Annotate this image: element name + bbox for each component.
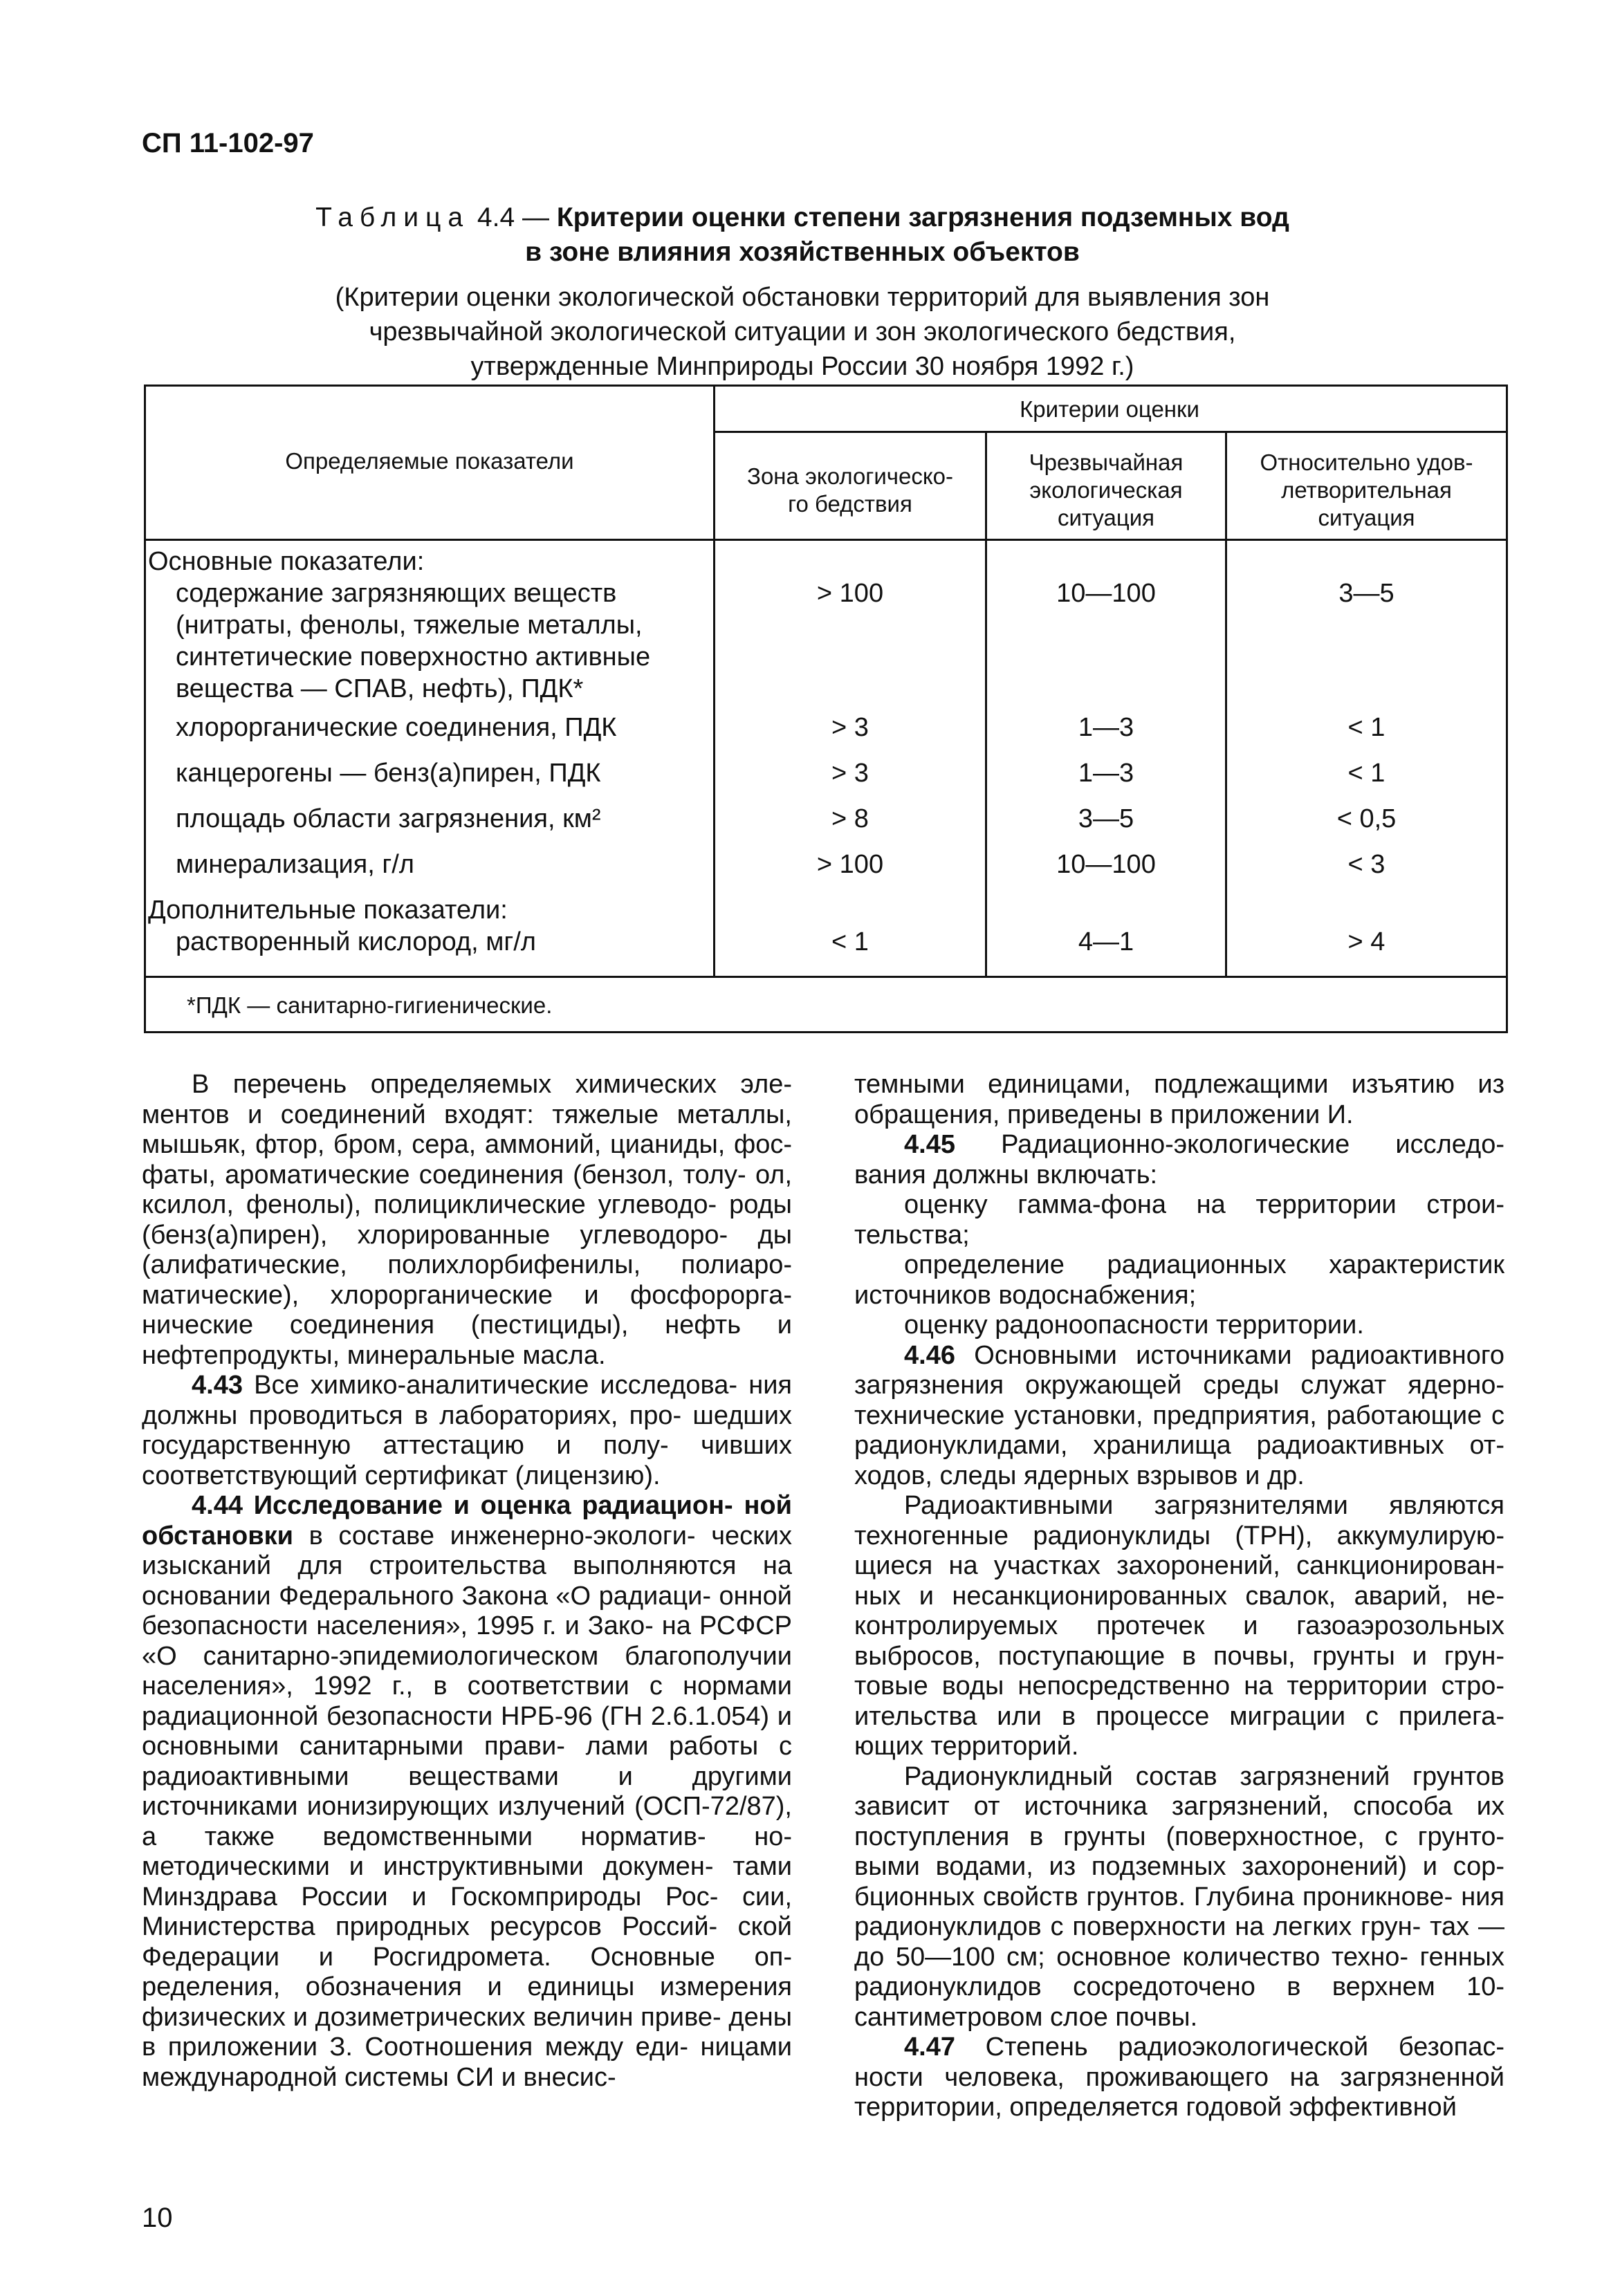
text-line: В перечень определяемых химических эле-	[192, 1070, 792, 1099]
text-line: технические установки, предприятия, работающие	[854, 1400, 1482, 1430]
text-line: товые воды непосредственно на территории стро-	[854, 1672, 1504, 1701]
text-line: (ГН 2.6.1.054) и основными санитарными прави-	[142, 1701, 792, 1761]
text-line: шедших государственную аттестацию и полу-	[142, 1400, 793, 1460]
text-line: нические соединения (пестициды), нефть и	[142, 1311, 792, 1340]
text-line: с радионуклидами, хранилища радиоактивных от-	[854, 1400, 1504, 1460]
page-number: 10	[142, 2203, 173, 2233]
cell-value: 1—3	[1078, 713, 1134, 742]
header-line: ситуация	[1318, 505, 1415, 530]
table-footnote: *ПДК — санитарно-гигиенические.	[187, 992, 553, 1018]
row-label-carcinogens: канцерогены — бенз(а)пирен, ПДК	[176, 759, 601, 788]
header-line: го бедствия	[788, 491, 912, 517]
header-line: Зона экологическо-	[747, 463, 953, 489]
text-line: ределения, обозначения и единицы измерения	[142, 1972, 792, 2001]
text-line: загрязнения окружающей среды служат ядерно-	[854, 1371, 1504, 1400]
col-header-indicators: Определяемые показатели	[285, 448, 574, 474]
text-line: лами работы с радиоактивными веществами и	[142, 1732, 792, 1791]
subtitle-line: чрезвычайной экологической ситуации и зон экологического бедствия,	[369, 317, 1236, 346]
group-label-additional: Дополнительные показатели:	[148, 896, 508, 925]
row-label-line: (нитраты, фенолы, тяжелые металлы,	[176, 611, 643, 640]
text-line: оценку гамма-фона на территории строи-	[904, 1190, 1504, 1219]
header-line: летворительная	[1281, 477, 1452, 503]
table-title-prefix: Таблица	[315, 203, 470, 232]
paragraph-4-44	[142, 1491, 792, 2093]
clause-heading: 4.44 Исследование и оценка радиацион-	[192, 1491, 733, 1520]
row-label-line: вещества — СПАВ, нефть), ПДК*	[176, 674, 584, 703]
subtitle-line: (Критерии оценки экологической обстановки территорий для выявления зон	[335, 283, 1270, 312]
cell-value: < 0,5	[1336, 804, 1397, 833]
text-line: онной безопасности населения», 1995 г. и Зако-	[142, 1581, 792, 1640]
col-header-disaster-zone	[715, 463, 985, 518]
text-line: ментов и соединений входят: тяжелые металлы,	[142, 1100, 792, 1129]
cell-value: 10—100	[1056, 579, 1156, 608]
text-line: зависит от источника загрязнений, способа их	[854, 1792, 1504, 1821]
table-subtitle	[159, 280, 1446, 384]
table-title	[159, 201, 1446, 270]
text-line: ния должны проводиться в лабораториях, про-	[142, 1371, 793, 1430]
cell-value: < 1	[1347, 759, 1385, 788]
text-line: ных и несанкционированных свалок, аварий, не-	[854, 1581, 1504, 1611]
text-line: бционных свойств грунтов. Глубина проникнове-	[854, 1882, 1453, 1911]
text-line: щиеся на участках захоронений, санкционирован-	[854, 1551, 1504, 1580]
cell-value: > 100	[816, 850, 884, 879]
text-line: Все химико-аналитические исследова-	[242, 1371, 738, 1400]
text-line: с нормами радиационной безопасности НРБ-96	[142, 1672, 792, 1731]
clause-heading: ной обстановки	[142, 1491, 792, 1550]
cell-value: 10—100	[1056, 850, 1156, 879]
paragraph	[854, 1250, 1504, 1311]
text-line: сии, Министерства природных ресурсов Россий-	[142, 1882, 793, 1941]
paragraph	[854, 1070, 1504, 1130]
paragraph-4-47	[854, 2033, 1504, 2123]
clause-number: 4.45	[904, 1130, 955, 1159]
text-line: оценку радоноопасности территории.	[904, 1311, 1364, 1340]
criteria-table	[144, 385, 1508, 1033]
cell-value: > 4	[1347, 927, 1385, 956]
text-line: на РСФСР «О санитарно-эпидемиологическом	[142, 1611, 793, 1671]
text-line: нефтепродукты, минеральные масла.	[142, 1340, 606, 1370]
row-label-area: площадь области загрязнения, км²	[176, 804, 601, 833]
row-label-line: синтетические поверхностно активные	[176, 642, 651, 672]
text-line: обращения, приведены в приложении И.	[854, 1100, 1354, 1129]
subtitle-line: утвержденные Минприроды России 30 ноября 1992 г.)	[470, 352, 1134, 381]
text-line: физических и дозиметрических величин приве-	[142, 2002, 721, 2032]
cell-value: < 1	[1347, 713, 1385, 742]
cell-value: < 3	[1347, 850, 1385, 879]
text-line: темными единицами, подлежащими изъятию из	[854, 1070, 1504, 1099]
clause-number: 4.46	[904, 1340, 955, 1370]
header-line: Чрезвычайная	[1029, 450, 1184, 475]
right-column	[854, 1070, 1504, 2123]
text-line: Степень радиоэкологической безопас-	[955, 2033, 1504, 2062]
text-line: генных радионуклидов сосредоточено в верхнем	[854, 1942, 1504, 2001]
clause-number: 4.47	[904, 2033, 955, 2062]
paragraph-4-43	[142, 1371, 792, 1491]
text-line: определение радиационных характеристик	[904, 1250, 1504, 1279]
text-line: фаты, ароматические соединения (бензол, толу-	[142, 1160, 746, 1189]
col-header-emergency	[987, 449, 1225, 532]
row-label-line: содержание загрязняющих веществ	[176, 579, 617, 608]
text-line: но-методическими и инструктивными докумен-	[142, 1822, 793, 1881]
cell-value: < 1	[831, 927, 869, 956]
text-line: поступления в грунты (поверхностное, с грунто-	[854, 1822, 1504, 1851]
row-label-pollutants	[148, 577, 650, 705]
text-line: тах — до 50—100 см; основное количество техно-	[854, 1912, 1504, 1972]
row-label-mineralization: минерализация, г/л	[176, 850, 414, 879]
footnote-divider	[146, 976, 1506, 978]
cell-value: 1—3	[1078, 759, 1134, 788]
paragraph	[142, 1070, 792, 1371]
document-code: СП 11-102-97	[142, 128, 314, 158]
text-line: чивших соответствующий сертификат (лицензию).	[142, 1431, 792, 1490]
text-line: роды (бенз(а)пирен), хлорированные углеводоро-	[142, 1190, 792, 1250]
text-line: ительства или в процессе миграции с прилега-	[854, 1701, 1504, 1731]
text-line: 10-сантиметровом слое почвы.	[854, 1972, 1505, 2032]
text-line: ол, ксилол, фенолы), полициклические углеводо-	[142, 1160, 792, 1219]
cell-value: 3—5	[1338, 579, 1394, 608]
text-line: тами Минздрава России и Госкомприроды Рос-	[142, 1852, 792, 1911]
text-line: дены в приложении З. Соотношения между еди-	[142, 2002, 793, 2062]
text-line: ходов, следы ядерных взрывов и др.	[854, 1461, 1305, 1490]
text-line: ния радионуклидов с поверхности на легких грун-	[854, 1882, 1505, 1941]
text-line: техногенные радионуклиды (ТРН), аккумулирую-	[854, 1521, 1504, 1550]
left-column	[142, 1070, 792, 2093]
header-line: экологическая	[1029, 477, 1183, 503]
text-line: выбросов, поступающие в почвы, грунты и грун-	[854, 1641, 1504, 1671]
row-label-oxygen: растворенный кислород, мг/л	[176, 927, 536, 956]
cell-value: 4—1	[1078, 927, 1134, 956]
paragraph-4-45	[854, 1130, 1504, 1190]
col-header-satisfactory	[1227, 449, 1506, 532]
text-line: ды (алифатические, полихлорбифенилы, полиаро-	[142, 1220, 793, 1279]
text-line: на основании Федерального Закона «О радиаци-	[142, 1551, 792, 1611]
paragraph-4-46	[854, 1341, 1504, 1492]
text-line: Основными источниками радиоактивного	[955, 1340, 1504, 1370]
table-title-bold: Критерии оценки степени загрязнения подземных вод	[556, 203, 1289, 232]
text-line: Радиоактивными загрязнителями являются	[904, 1491, 1504, 1520]
text-line: контролируемых протечек и газоаэрозольных	[854, 1611, 1504, 1640]
paragraph	[854, 1762, 1504, 2033]
text-line: ности человека, проживающего на загрязненной	[854, 2062, 1504, 2092]
table-title-number: 4.4 —	[477, 203, 549, 232]
header-divider	[146, 539, 1506, 541]
header-group-divider	[713, 431, 1506, 433]
cell-value: > 3	[831, 759, 869, 788]
text-line: ющих территорий.	[854, 1732, 1079, 1761]
cell-value: 3—5	[1078, 804, 1134, 833]
text-line: (ОСП-72/87), а также ведомственными норматив-	[142, 1792, 792, 1851]
text-line: ческих изысканий для строительства выполняются	[142, 1521, 792, 1580]
text-line: источников водоснабжения;	[854, 1280, 1197, 1310]
text-line: в составе инженерно-экологи-	[293, 1521, 696, 1550]
cell-value: > 8	[831, 804, 869, 833]
cell-value: > 3	[831, 713, 869, 742]
text-line: вания должны включать:	[854, 1160, 1158, 1189]
text-line: тельства;	[854, 1220, 970, 1250]
text-line: выми водами, из подземных захоронений) и сор-	[854, 1852, 1504, 1881]
text-line: ницами международной системы СИ и внесис-	[142, 2033, 793, 2092]
clause-number: 4.43	[192, 1371, 243, 1400]
text-line: матические), хлорорганические и фосфорорга-	[142, 1280, 792, 1310]
text-line: другими источниками ионизирующих излучений	[142, 1761, 792, 1821]
text-line: ской Федерации и Росгидромета. Основные оп-	[142, 1912, 793, 1972]
text-line: Радиационно-экологические исследо-	[955, 1130, 1504, 1159]
group-label-main: Основные показатели:	[148, 547, 425, 576]
col-header-criteria: Критерии оценки	[1020, 396, 1199, 422]
paragraph	[854, 1311, 1504, 1341]
cell-value: > 100	[816, 579, 884, 608]
text-line: благополучии населения», 1992 г., в соответствии	[142, 1641, 792, 1701]
text-line: территории, определяется годовой эффективной	[854, 2093, 1457, 2122]
text-line: мышьяк, фтор, бром, сера, аммоний, цианиды, фос-	[142, 1130, 792, 1159]
paragraph	[854, 1491, 1504, 1762]
table-title-bold-line2: в зоне влияния хозяйственных объектов	[525, 237, 1080, 267]
row-label-organochlorine: хлорорганические соединения, ПДК	[176, 713, 617, 742]
header-line: ситуация	[1057, 505, 1155, 530]
paragraph	[854, 1190, 1504, 1250]
text-line: Радионуклидный состав загрязнений грунтов	[904, 1761, 1504, 1791]
header-line: Относительно удов-	[1260, 450, 1473, 475]
